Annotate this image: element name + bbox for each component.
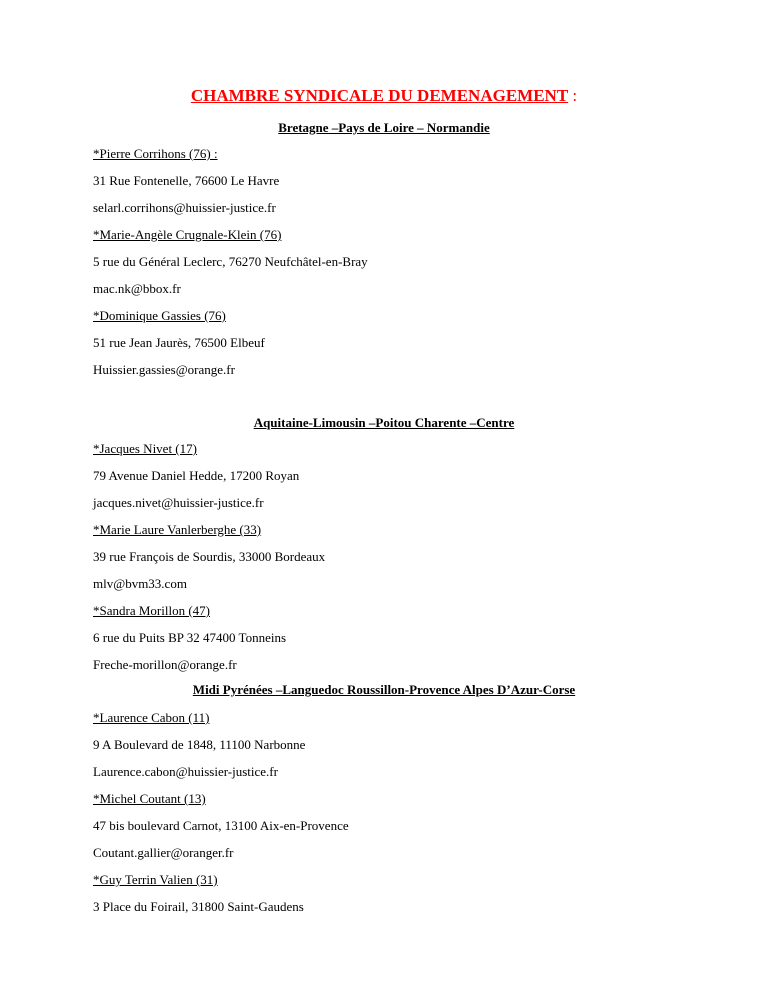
document-title-colon: : <box>568 86 578 105</box>
document-title-text: CHAMBRE SYNDICALE DU DEMENAGEMENT <box>190 86 569 105</box>
document-title <box>0 86 768 106</box>
contact-address: 79 Avenue Daniel Hedde, 17200 Royan <box>93 468 300 483</box>
contact-email: Laurence.cabon@huissier-justice.fr <box>93 764 278 779</box>
contact-name: *Dominique Gassies (76) <box>93 308 226 323</box>
contact-name: *Pierre Corrihons (76) : <box>93 146 218 161</box>
contact-address: 5 rue du Général Leclerc, 76270 Neufchâtel-en-Bray <box>93 254 368 269</box>
region-heading-1: Bretagne –Pays de Loire – Normandie <box>278 120 490 135</box>
region-heading-3: Midi Pyrénées –Languedoc Roussillon-Provence Alpes D’Azur-Corse <box>192 682 576 697</box>
contact-name: *Sandra Morillon (47) <box>93 603 210 618</box>
contact-email: mac.nk@bbox.fr <box>93 281 181 296</box>
contact-email: jacques.nivet@huissier-justice.fr <box>93 495 264 510</box>
contact-address: 39 rue François de Sourdis, 33000 Bordeaux <box>93 549 326 564</box>
contact-address: 6 rue du Puits BP 32 47400 Tonneins <box>93 630 287 645</box>
contact-name: *Marie-Angèle Crugnale-Klein (76) <box>93 227 282 242</box>
contact-email: Freche-morillon@orange.fr <box>93 657 237 672</box>
contact-name: *Marie Laure Vanlerberghe (33) <box>93 522 262 537</box>
contact-address: 3 Place du Foirail, 31800 Saint-Gaudens <box>93 899 304 914</box>
contact-name: *Jacques Nivet (17) <box>93 441 197 456</box>
contact-email: selarl.corrihons@huissier-justice.fr <box>93 200 276 215</box>
contact-address: 31 Rue Fontenelle, 76600 Le Havre <box>93 173 280 188</box>
contact-email: Huissier.gassies@orange.fr <box>93 362 235 377</box>
contact-name: *Michel Coutant (13) <box>93 791 206 806</box>
contact-address: 9 A Boulevard de 1848, 11100 Narbonne <box>93 737 306 752</box>
contact-address: 51 rue Jean Jaurès, 76500 Elbeuf <box>93 335 265 350</box>
contact-email: Coutant.gallier@oranger.fr <box>93 845 234 860</box>
region-heading-2: Aquitaine-Limousin –Poitou Charente –Centre <box>253 415 515 430</box>
contact-name: *Guy Terrin Valien (31) <box>93 872 218 887</box>
contact-address: 47 bis boulevard Carnot, 13100 Aix-en-Provence <box>93 818 349 833</box>
contact-email: mlv@bvm33.com <box>93 576 187 591</box>
contact-name: *Laurence Cabon (11) <box>93 710 210 725</box>
